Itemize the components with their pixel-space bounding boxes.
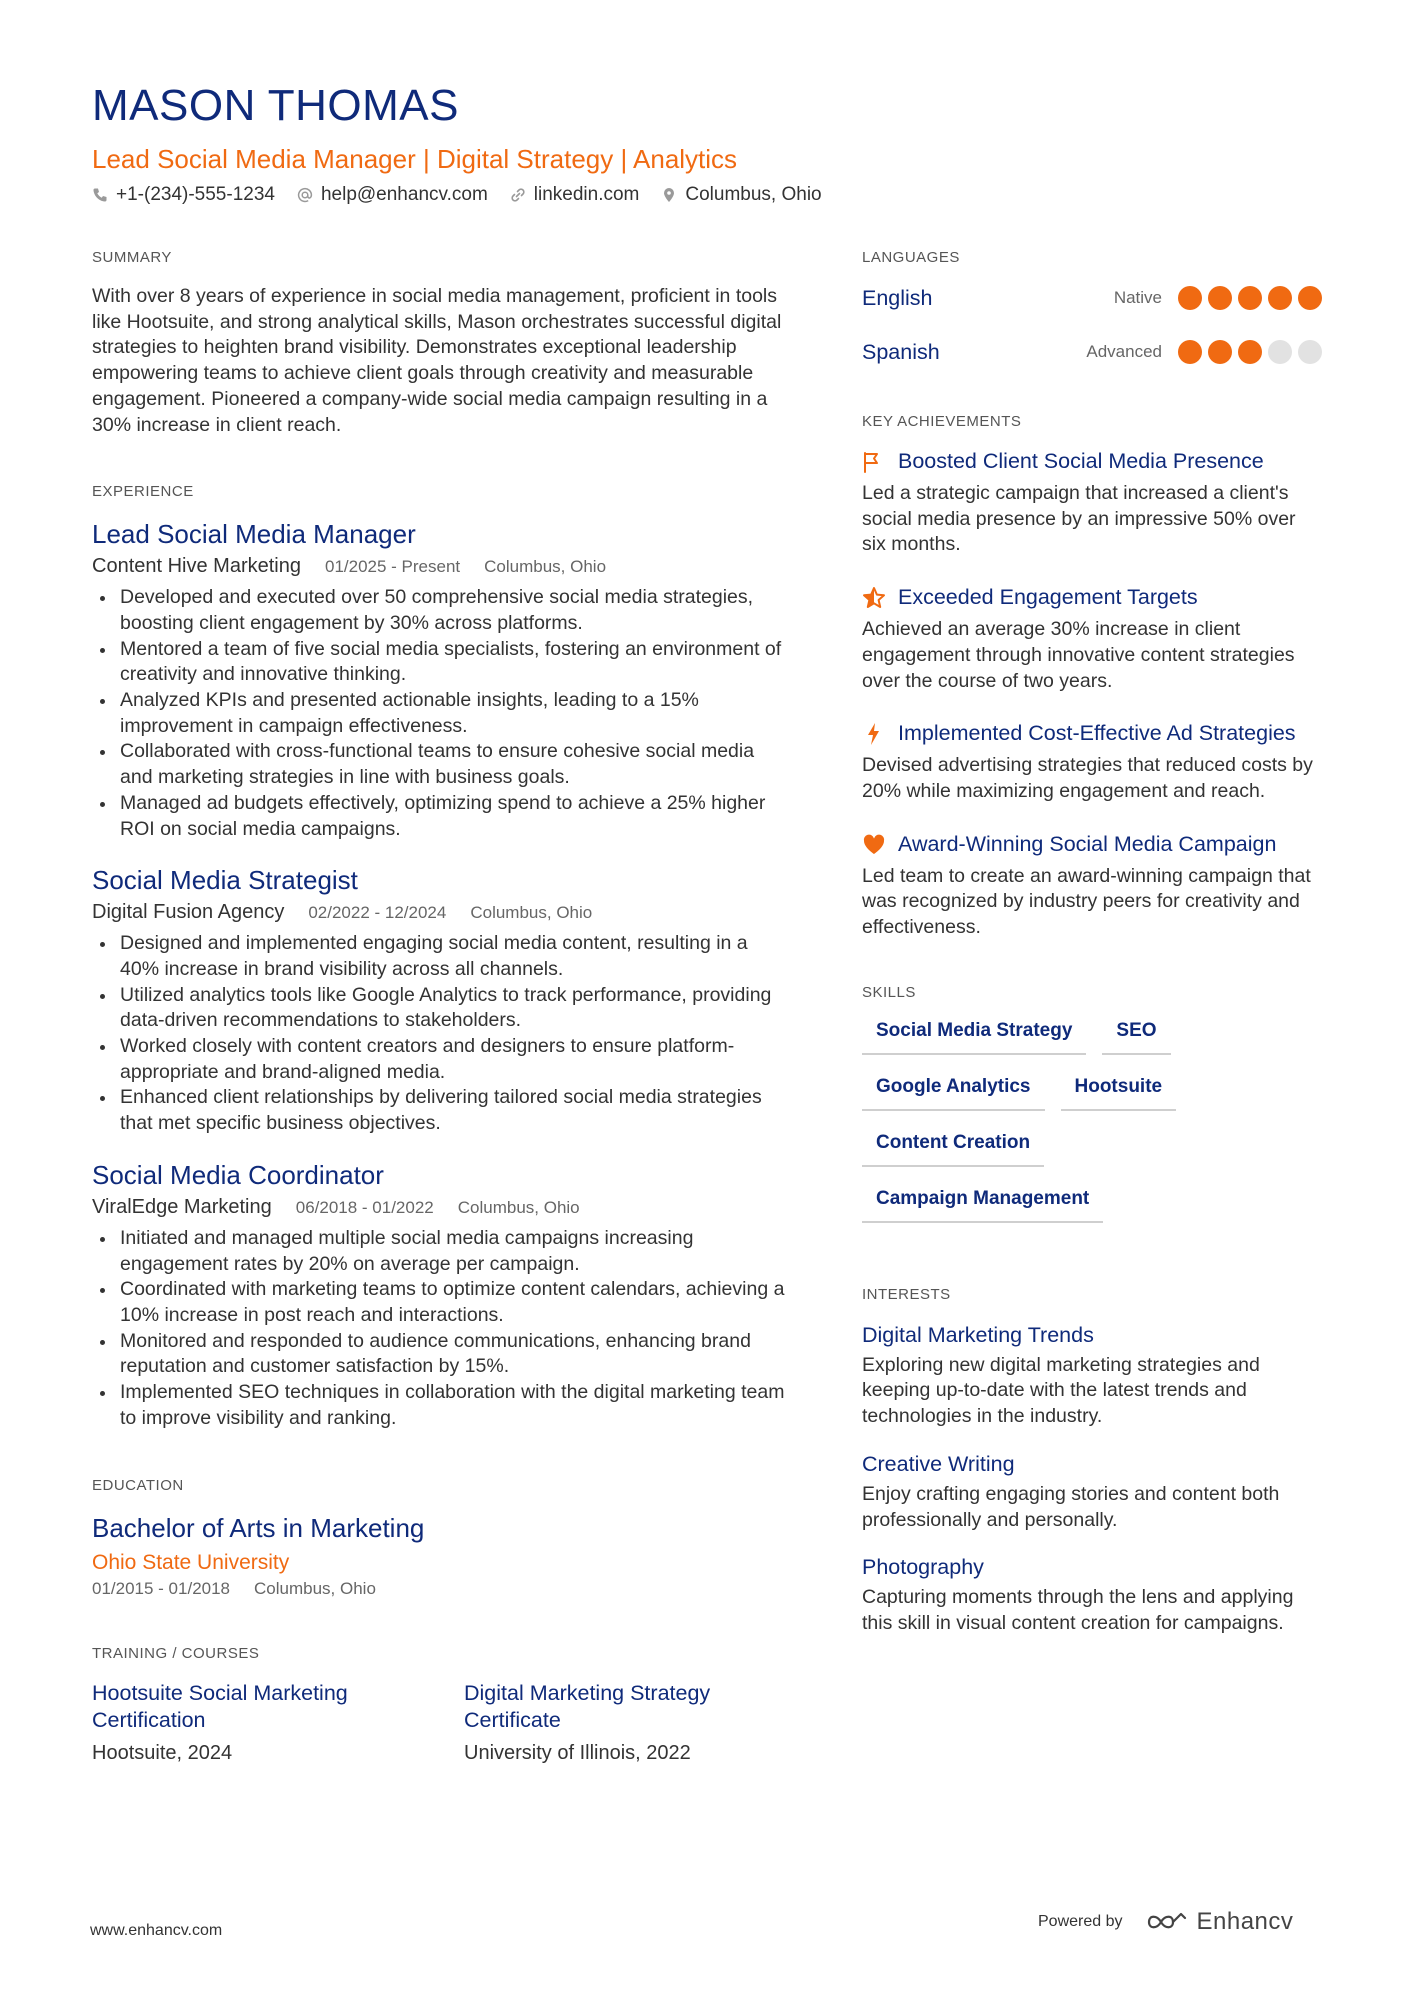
education-school: Ohio State University	[92, 1550, 290, 1574]
skills-section	[862, 983, 1322, 1223]
heart-icon	[862, 833, 886, 857]
rating-dot	[1208, 340, 1232, 364]
interest-desc: Capturing moments through the lens and applying this skill in visual content creation for campaigns.	[862, 1586, 1294, 1634]
job-bullet: Monitored and responded to audience communications, enhancing brand reputation and customer satisfaction by 15%.	[92, 1329, 792, 1380]
powered-by-text: Powered by	[1038, 1913, 1123, 1930]
flag-icon	[862, 450, 886, 474]
job-bullet: Utilized analytics tools like Google Analytics to track performance, providing data-driven recommendations to stakeholders.	[92, 983, 792, 1034]
skill-tag: Social Media Strategy	[862, 1015, 1086, 1055]
language-row	[862, 332, 1322, 372]
job-bullet: Worked closely with content creators and designers to ensure platform-appropriate and brand-aligned media.	[92, 1034, 792, 1085]
rating-dot	[1178, 340, 1202, 364]
job-bullets	[92, 931, 792, 1137]
interest-title: Photography	[862, 1555, 984, 1580]
job-entry	[92, 1159, 792, 1432]
link-icon	[510, 187, 526, 203]
rating-dot	[1178, 286, 1202, 310]
contact-email[interactable]	[297, 184, 488, 206]
language-row	[862, 278, 1322, 318]
training-heading: TRAINING / COURSES	[92, 1644, 260, 1662]
interest-item	[862, 1553, 1322, 1636]
achievement-item	[862, 831, 1322, 941]
contact-location	[661, 184, 821, 206]
achievement-desc: Led a strategic campaign that increased a client's social media presence by an impressive 50% over six months.	[862, 482, 1296, 556]
footer-website[interactable]: www.enhancv.com	[90, 1922, 223, 1939]
languages-heading: LANGUAGES	[862, 249, 960, 266]
email-text: help@enhancv.com	[320, 184, 488, 205]
summary-text: With over 8 years of experience in social media management, proficient in tools like Hootsuite, and strong analytical skills, Mason orchestrates successful digital strategies to heighten brand visibility. Demonstrates exceptional leadership empowering teams to achieve client goals through creativity and measurable engagement. Pioneered a company-wide social media campaign resulting in a 30% increase in client reach.	[92, 285, 782, 436]
job-dates: 02/2022 - 12/2024	[308, 903, 447, 923]
skill-list	[862, 1015, 1302, 1223]
job-entry	[92, 864, 792, 1137]
summary-section	[92, 248, 792, 438]
job-bullet: Coordinated with marketing teams to optimize content calendars, achieving a 10% increase in post reach and interactions.	[92, 1277, 792, 1328]
languages-section	[862, 248, 1322, 372]
brand-name: Enhancv	[1196, 1908, 1294, 1935]
job-company: Content Hive Marketing	[92, 555, 301, 578]
skill-tag: Content Creation	[862, 1127, 1044, 1167]
achievement-item	[862, 584, 1322, 694]
location-pin-icon	[661, 187, 677, 203]
language-level: Advanced	[1086, 342, 1162, 361]
rating-dot	[1208, 286, 1232, 310]
job-title: Lead Social Media Manager	[92, 519, 416, 550]
rating-dot	[1268, 286, 1292, 310]
achievement-desc: Devised advertising strategies that reduced costs by 20% while maximizing engagement and reach.	[862, 754, 1313, 802]
interest-desc: Exploring new digital marketing strategies and keeping up-to-date with the latest trends and technologies in the industry.	[862, 1353, 1260, 1428]
achievement-title: Exceeded Engagement Targets	[898, 585, 1198, 610]
job-location: Columbus, Ohio	[470, 903, 593, 923]
rating-dot	[1298, 340, 1322, 364]
candidate-title: Lead Social Media Manager | Digital Strategy | Analytics	[92, 144, 738, 174]
course-item	[464, 1680, 764, 1766]
interests-section	[862, 1285, 1322, 1637]
achievement-desc: Achieved an average 30% increase in client engagement through innovative content strategies over the course of two years.	[862, 618, 1295, 692]
achievements-section	[862, 412, 1322, 941]
right-column	[862, 248, 1322, 1681]
job-bullet: Collaborated with cross-functional teams to ensure cohesive social media and marketing strategies in line with business goals.	[92, 739, 792, 790]
bolt-icon	[862, 722, 886, 746]
contact-row	[92, 184, 1322, 206]
education-dates: 01/2015 - 01/2018	[92, 1578, 231, 1598]
contact-linkedin[interactable]	[510, 184, 640, 206]
language-level: Native	[1113, 288, 1162, 307]
job-bullet: Developed and executed over 50 comprehensive social media strategies, boosting client engagement by 30% across platforms.	[92, 585, 792, 636]
experience-heading: EXPERIENCE	[92, 483, 194, 501]
linkedin-text: linkedin.com	[533, 184, 640, 205]
job-bullet: Mentored a team of five social media specialists, fostering an environment of creativity and innovative thinking.	[92, 637, 792, 688]
job-dates: 01/2025 - Present	[324, 557, 461, 577]
language-rating	[1178, 286, 1322, 310]
location-text: Columbus, Ohio	[685, 184, 822, 205]
star-icon	[862, 586, 886, 610]
training-section	[92, 1644, 792, 1766]
phone-text: +1-(234)-555-1234	[116, 184, 275, 205]
course-provider: University of Illinois, 2022	[464, 1741, 691, 1764]
course-title: Digital Marketing Strategy Certificate	[464, 1680, 711, 1732]
job-title: Social Media Coordinator	[92, 1159, 384, 1190]
skill-tag: Campaign Management	[862, 1183, 1103, 1223]
job-bullet: Implemented SEO techniques in collaboration with the digital marketing team to improve visibility and ranking.	[92, 1380, 792, 1431]
job-bullets	[92, 585, 792, 842]
candidate-name: MASON THOMAS	[92, 81, 460, 130]
left-column	[92, 248, 792, 1810]
job-bullet: Managed ad budgets effectively, optimizing spend to achieve a 25% higher ROI on social media campaigns.	[92, 791, 792, 842]
job-location: Columbus, Ohio	[484, 557, 607, 577]
language-name: English	[862, 285, 933, 310]
phone-icon	[92, 187, 108, 203]
job-bullet: Designed and implemented engaging social media content, resulting in a 40% increase in brand visibility across all channels.	[92, 931, 792, 982]
job-meta	[92, 1193, 792, 1222]
contact-phone	[92, 184, 275, 206]
interest-title: Creative Writing	[862, 1451, 1015, 1476]
job-meta	[92, 552, 792, 581]
course-list	[92, 1680, 792, 1766]
education-location: Columbus, Ohio	[254, 1578, 376, 1598]
rating-dot	[1238, 286, 1262, 310]
interest-desc: Enjoy crafting engaging stories and content both professionally and personally.	[862, 1482, 1280, 1531]
language-name: Spanish	[862, 339, 940, 364]
job-bullet: Analyzed KPIs and presented actionable insights, leading to a 15% improvement in campaign effectiveness.	[92, 688, 792, 739]
job-meta	[92, 898, 792, 927]
achievement-item	[862, 448, 1322, 558]
interests-heading: INTERESTS	[862, 1285, 951, 1303]
rating-dot	[1238, 340, 1262, 364]
footer-branding	[1038, 1908, 1293, 1936]
achievement-title: Boosted Client Social Media Presence	[898, 449, 1264, 473]
education-meta	[92, 1578, 792, 1600]
job-title: Social Media Strategist	[92, 865, 358, 896]
education-section	[92, 1476, 792, 1600]
achievement-title: Award-Winning Social Media Campaign	[898, 831, 1277, 856]
rating-dot	[1268, 340, 1292, 364]
job-bullet: Enhanced client relationships by delivering tailored social media strategies that met specific business objectives.	[92, 1085, 792, 1136]
job-entry	[92, 518, 792, 842]
job-company: Digital Fusion Agency	[92, 901, 285, 924]
enhancv-logo-icon	[1145, 1910, 1189, 1934]
achievements-heading: KEY ACHIEVEMENTS	[862, 413, 1022, 430]
skill-tag: Hootsuite	[1061, 1071, 1177, 1111]
course-title: Hootsuite Social Marketing Certification	[92, 1680, 348, 1732]
job-location: Columbus, Ohio	[457, 1197, 580, 1217]
rating-dot	[1298, 286, 1322, 310]
skill-tag: Google Analytics	[862, 1071, 1045, 1111]
brand-logo[interactable]	[1145, 1908, 1294, 1936]
achievement-item	[862, 720, 1322, 804]
skill-tag: SEO	[1102, 1015, 1170, 1055]
interest-item	[862, 1450, 1322, 1533]
course-provider: Hootsuite, 2024	[92, 1741, 233, 1764]
interest-item	[862, 1321, 1322, 1430]
achievement-desc: Led team to create an award-winning campaign that was recognized by industry peers for creativity and effectiveness.	[862, 864, 1311, 939]
at-icon	[297, 187, 313, 203]
course-item	[92, 1680, 464, 1766]
job-bullets	[92, 1226, 792, 1432]
resume-header	[92, 78, 1322, 206]
achievement-title: Implemented Cost-Effective Ad Strategies	[898, 721, 1296, 746]
skills-heading: SKILLS	[862, 983, 916, 1001]
education-degree: Bachelor of Arts in Marketing	[92, 1512, 425, 1543]
job-company: ViralEdge Marketing	[92, 1195, 272, 1218]
language-rating	[1178, 340, 1322, 364]
summary-heading: SUMMARY	[92, 249, 172, 266]
experience-section	[92, 482, 792, 1431]
interest-title: Digital Marketing Trends	[862, 1322, 1094, 1347]
job-bullet: Initiated and managed multiple social media campaigns increasing engagement rates by 20% on average per campaign.	[92, 1226, 792, 1277]
education-heading: EDUCATION	[92, 1476, 184, 1494]
job-dates: 06/2018 - 01/2022	[295, 1197, 434, 1217]
